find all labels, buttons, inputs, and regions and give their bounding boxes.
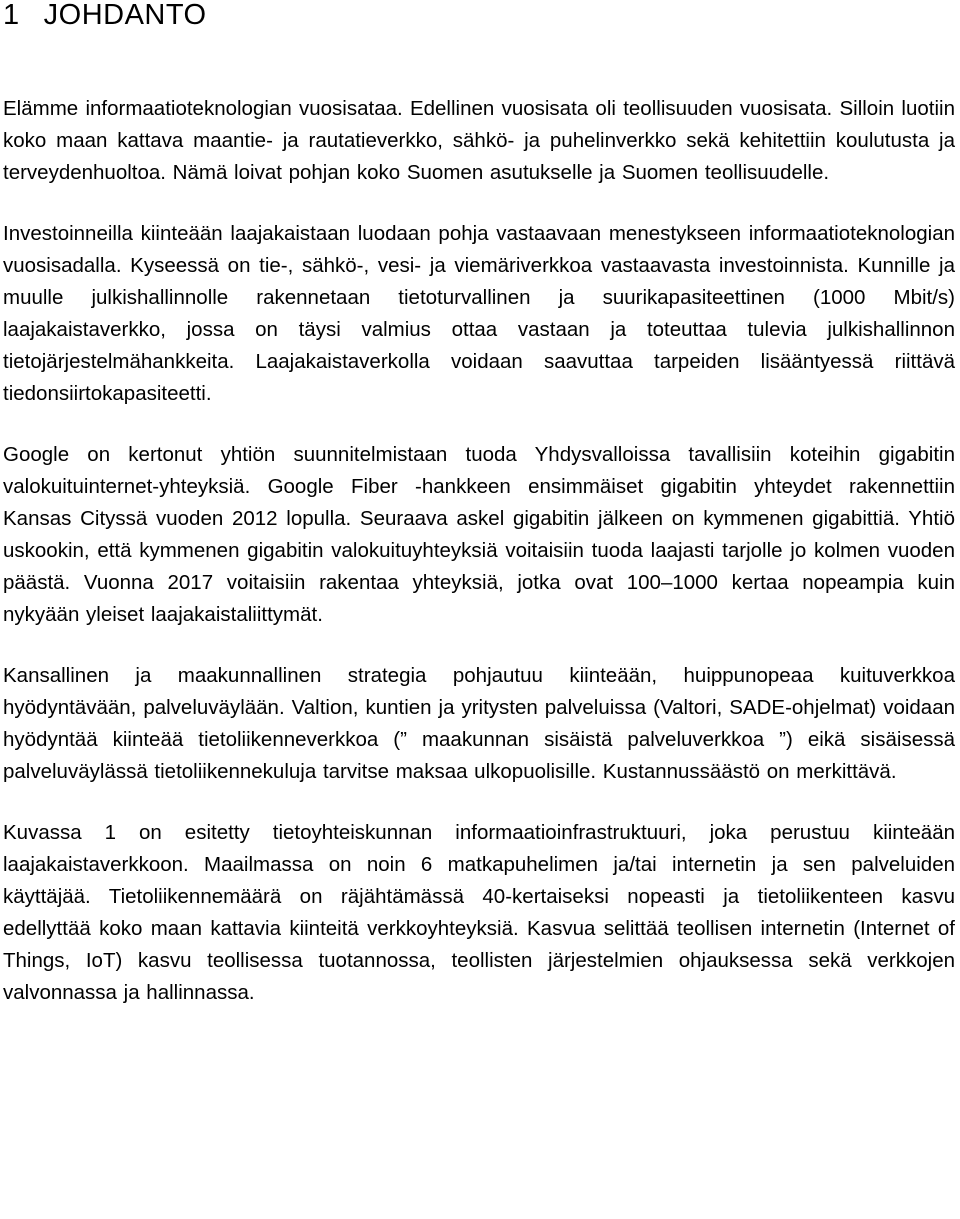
paragraph-infrastructure: Kuvassa 1 on esitetty tietoyhteiskunnan informaatioinfrastruktuuri, joka perustuu kiinteään laajakaistaverkkoon. Maailmassa on noin 6 matkapuhelimen ja/tai internetin ja sen palveluiden käyttäjää. Tietoliikennemäärä on räjähtämässä 40-kertaiseksi nopeasti ja tietoliikenteen kasvu edellyttää koko maan kattavia kiinteitä verkkoyhteyksiä. Kasvua selittää teollisen internetin (Internet of Things, IoT) kasvu teollisessa tuotannossa, teollisten järjestelmien ohjauksessa sekä verkkojen valvonnassa ja hallinnassa. [3, 821, 955, 1004]
paragraph-google: Google on kertonut yhtiön suunnitelmistaan tuoda Yhdysvalloissa tavallisiin koteihin gigabitin valokuituinternet-yhteyksiä. Google Fiber -hankkeen ensimmäiset gigabitin yhteydet rakennettiin Kansas Cityssä vuoden 2012 lopulla. Seuraava askel gigabitin jälkeen on kymmenen gigabittiä. Yhtiö uskookin, että kymmenen gigabitin valokuituyhteyksiä voitaisiin tuoda laajasti tarjolle jo kolmen vuoden päästä. Vuonna 2017 voitaisiin rakentaa yhteyksiä, jotka ovat 100–1000 kertaa nopeampia kuin nykyään yleiset laajakaistaliittymät. [3, 443, 955, 626]
section-number: 1 [3, 0, 20, 31]
section-heading [3, 0, 955, 30]
paragraph-investments: Investoinneilla kiinteään laajakaistaan luodaan pohja vastaavaan menestykseen informaatioteknologian vuosisadalla. Kyseessä on tie-, sähkö-, vesi- ja viemäriverkkoa vastaavasta investoinnista. Kunnille ja muulle julkishallinnolle rakennetaan tietoturvallinen ja suurikapasiteettinen (1000 Mbit/s) laajakaistaverkko, jossa on täysi valmius ottaa vastaan ja toteuttaa tulevia julkishallinnon tietojärjestelmähankkeita. Laajakaistaverkolla voidaan saavuttaa tarpeiden lisääntyessä riittävä tiedonsiirtokapasiteetti. [3, 222, 955, 405]
paragraph-intro: Elämme informaatioteknologian vuosisataa. Edellinen vuosisata oli teollisuuden vuosisata. Silloin luotiin koko maan kattava maantie- ja rautatieverkko, sähkö- ja puhelinverkko sekä kehitettiin koulutusta ja terveydenhuoltoa. Nämä loivat pohjan koko Suomen asutukselle ja Suomen teollisuudelle. [3, 97, 955, 184]
section-title: JOHDANTO [43, 0, 207, 31]
paragraph-strategy: Kansallinen ja maakunnallinen strategia pohjautuu kiinteään, huippunopeaa kuituverkkoa hyödyntävään, palveluväylään. Valtion, kuntien ja yritysten palveluissa (Valtori, SADE-ohjelmat) voidaan hyödyntää kiinteää tietoliikenneverkkoa (” maakunnan sisäistä palveluverkkoa ”) eikä sisäisessä palveluväylässä tietoliikennekuluja tarvitse maksaa ulkopuolisille. Kustannussäästö on merkittävä. [3, 664, 955, 783]
document-page [3, 0, 955, 1009]
